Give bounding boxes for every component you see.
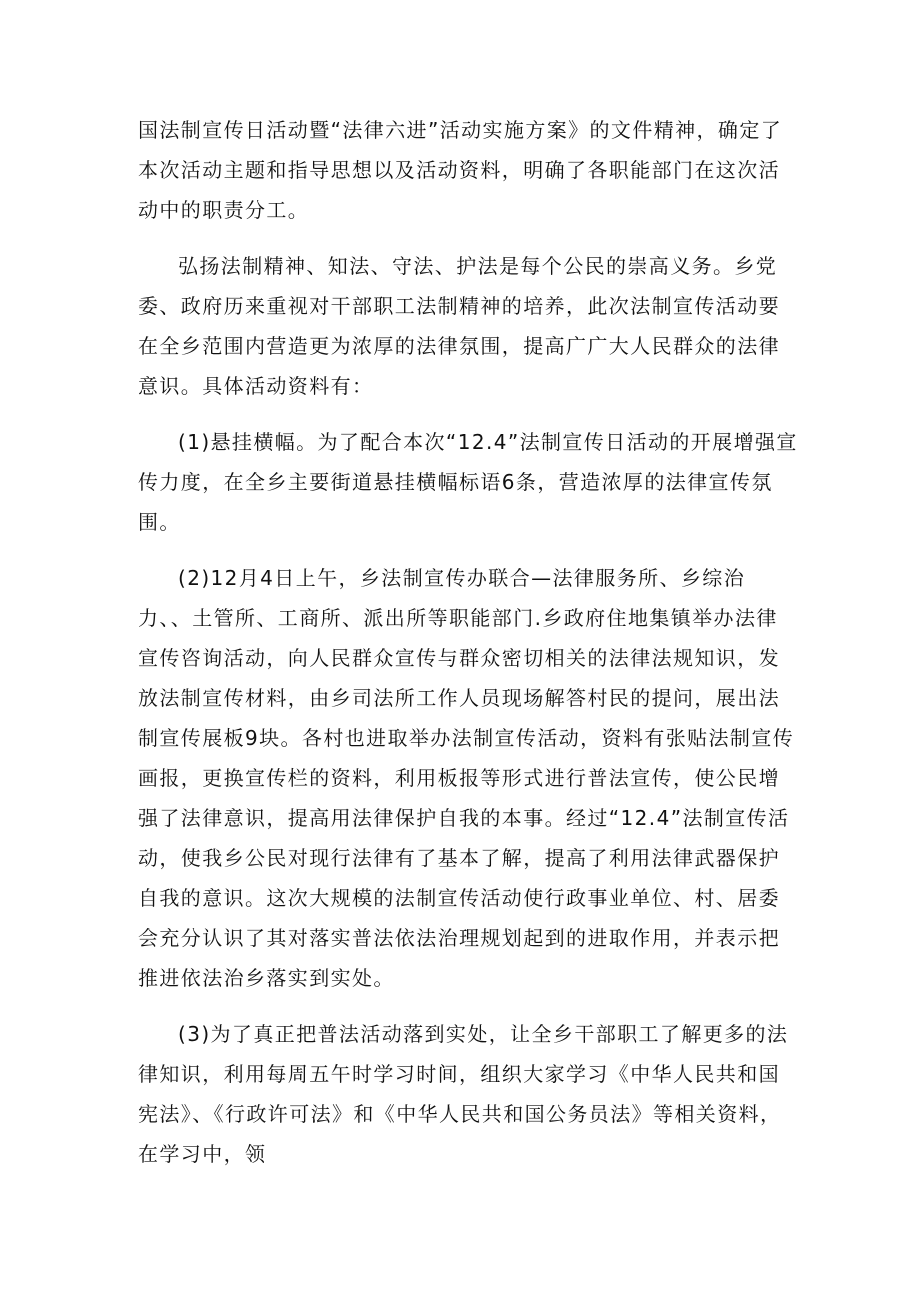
- paragraph-continuation: 国法制宣传日活动暨“法律六进”活动实施方案》的文件精神，确定了本次活动主题和指导思想以及活动资料，明确了各职能部门在这次活动中的职责分工。: [138, 118, 783, 222]
- paragraph-legal-spirit: 弘扬法制精神、知法、守法、护法是每个公民的崇高义务。乡党委、政府历来重视对干部职工法制精神的培养，此次法制宣传活动要在全乡范围内营造更为浓厚的法律氛围，提高广广大人民群众的法律意识。具体活动资料有：: [138, 254, 780, 398]
- document-body: [138, 110, 798, 1174]
- paragraph-item-2-consultation: (2)12月4日上午，乡法制宣传办联合—法律服务所、乡综治力、、土管所、工商所、派出所等职能部门.乡政府住地集镇举办法律宣传咨询活动，向人民群众宣传与群众密切相关的法律法规知识，发放法制宣传材料，由乡司法所工作人员现场解答村民的提问，展出法制宣传展板9块。各村也进取举办法制宣传活动，资料有张贴法制宣传画报，更换宣传栏的资料，利用板报等形式进行普法宣传，使公民增强了法律意识，提高用法律保护自我的本事。经过“12.4”法制宣传活动，使我乡公民对现行法律有了基本了解，提高了利用法律武器保护自我的意识。这次大规模的法制宣传活动使行政事业单位、村、居委会充分认识了其对落实普法依法治理规划起到的进取作用，并表示把推进依法治乡落实到实处。: [138, 566, 795, 990]
- paragraph-item-1-banners: (1)悬挂横幅。为了配合本次“12.4”法制宣传日活动的开展增强宣传力度，在全乡主要街道悬挂横幅标语6条，营造浓厚的法律宣传氛围。: [138, 430, 798, 534]
- paragraph-item-3-study: (3)为了真正把普法活动落到实处，让全乡干部职工了解更多的法律知识，利用每周五午时学习时间，组织大家学习《中华人民共和国宪法》、《行政许可法》和《中华人民共和国公务员法》等相关资料，在学习中，领: [138, 1022, 789, 1166]
